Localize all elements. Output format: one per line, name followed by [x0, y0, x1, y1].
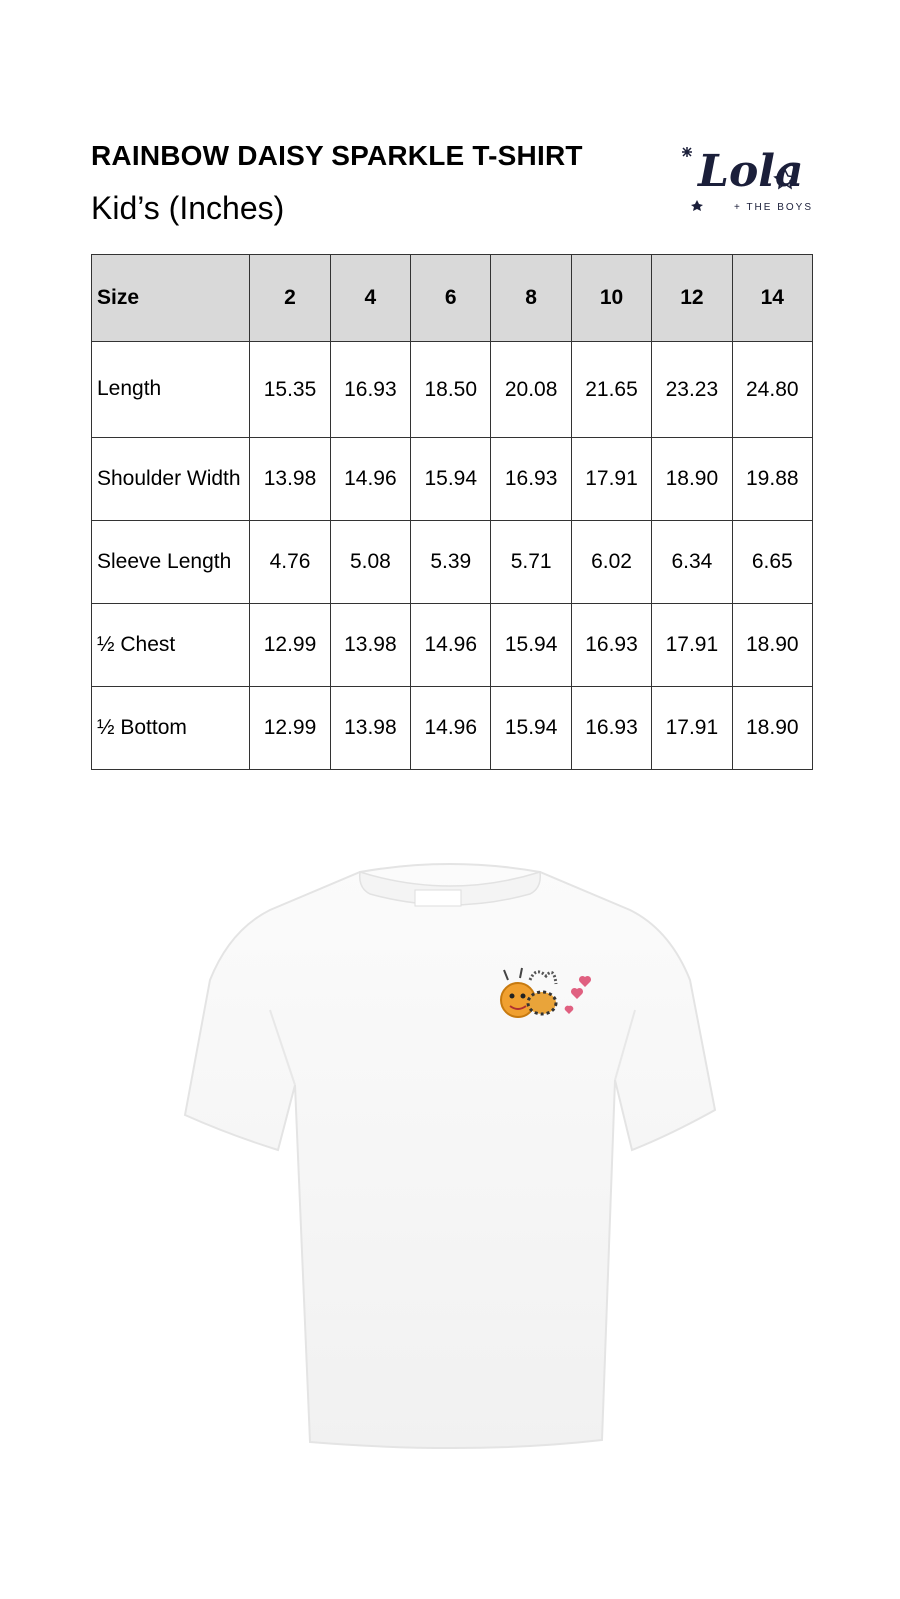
table-cell: 12.99 [250, 687, 330, 770]
size-chart-subtitle: Kid’s (Inches) [91, 190, 285, 226]
table-cell: 24.80 [732, 342, 812, 438]
row-label: Shoulder Width [92, 438, 250, 521]
row-label: ½ Chest [92, 604, 250, 687]
tshirt-illustration [170, 860, 730, 1460]
table-cell: 18.50 [411, 342, 491, 438]
logo-tagline: + THE BOYS [734, 202, 814, 213]
size-header-cell: 8 [491, 255, 571, 342]
table-row [92, 687, 813, 770]
size-header-cell: 14 [732, 255, 812, 342]
table-cell: 18.90 [732, 604, 812, 687]
table-row [92, 604, 813, 687]
table-cell: 18.90 [652, 438, 732, 521]
table-cell: 16.93 [491, 438, 571, 521]
table-cell: 17.91 [652, 604, 732, 687]
table-cell: 16.93 [571, 604, 651, 687]
table-cell: 15.94 [411, 438, 491, 521]
size-header-label: Size [92, 255, 250, 342]
table-row [92, 438, 813, 521]
table-cell: 20.08 [491, 342, 571, 438]
size-header-cell: 10 [571, 255, 651, 342]
table-cell: 13.98 [330, 604, 410, 687]
row-label: ½ Bottom [92, 687, 250, 770]
table-cell: 16.93 [571, 687, 651, 770]
product-title: RAINBOW DAISY SPARKLE T-SHIRT [91, 140, 583, 171]
table-cell: 6.02 [571, 521, 651, 604]
table-cell: 6.65 [732, 521, 812, 604]
logo-wordmark: Lola [698, 146, 804, 197]
table-cell: 14.96 [330, 438, 410, 521]
table-cell: 15.35 [250, 342, 330, 438]
table-cell: 5.39 [411, 521, 491, 604]
table-cell: 23.23 [652, 342, 732, 438]
table-cell: 18.90 [732, 687, 812, 770]
neck-label [415, 890, 461, 906]
size-header-row [92, 255, 813, 342]
table-cell: 17.91 [571, 438, 651, 521]
row-label: Sleeve Length [92, 521, 250, 604]
size-header-cell: 2 [250, 255, 330, 342]
table-cell: 15.94 [491, 687, 571, 770]
table-cell: 13.98 [250, 438, 330, 521]
size-header-cell: 4 [330, 255, 410, 342]
product-image [170, 860, 730, 1460]
table-cell: 5.08 [330, 521, 410, 604]
table-row [92, 521, 813, 604]
table-row [92, 342, 813, 438]
table-cell: 13.98 [330, 687, 410, 770]
table-cell: 12.99 [250, 604, 330, 687]
table-cell: 14.96 [411, 604, 491, 687]
row-label: Length [92, 342, 250, 438]
size-chart-table [91, 254, 813, 770]
brand-logo [680, 142, 815, 222]
tshirt-body [185, 864, 715, 1448]
table-cell: 21.65 [571, 342, 651, 438]
table-cell: 4.76 [250, 521, 330, 604]
table-cell: 14.96 [411, 687, 491, 770]
table-cell: 16.93 [330, 342, 410, 438]
table-cell: 15.94 [491, 604, 571, 687]
table-cell: 19.88 [732, 438, 812, 521]
table-cell: 5.71 [491, 521, 571, 604]
size-header-cell: 12 [652, 255, 732, 342]
size-header-cell: 6 [411, 255, 491, 342]
table-cell: 17.91 [652, 687, 732, 770]
table-cell: 6.34 [652, 521, 732, 604]
